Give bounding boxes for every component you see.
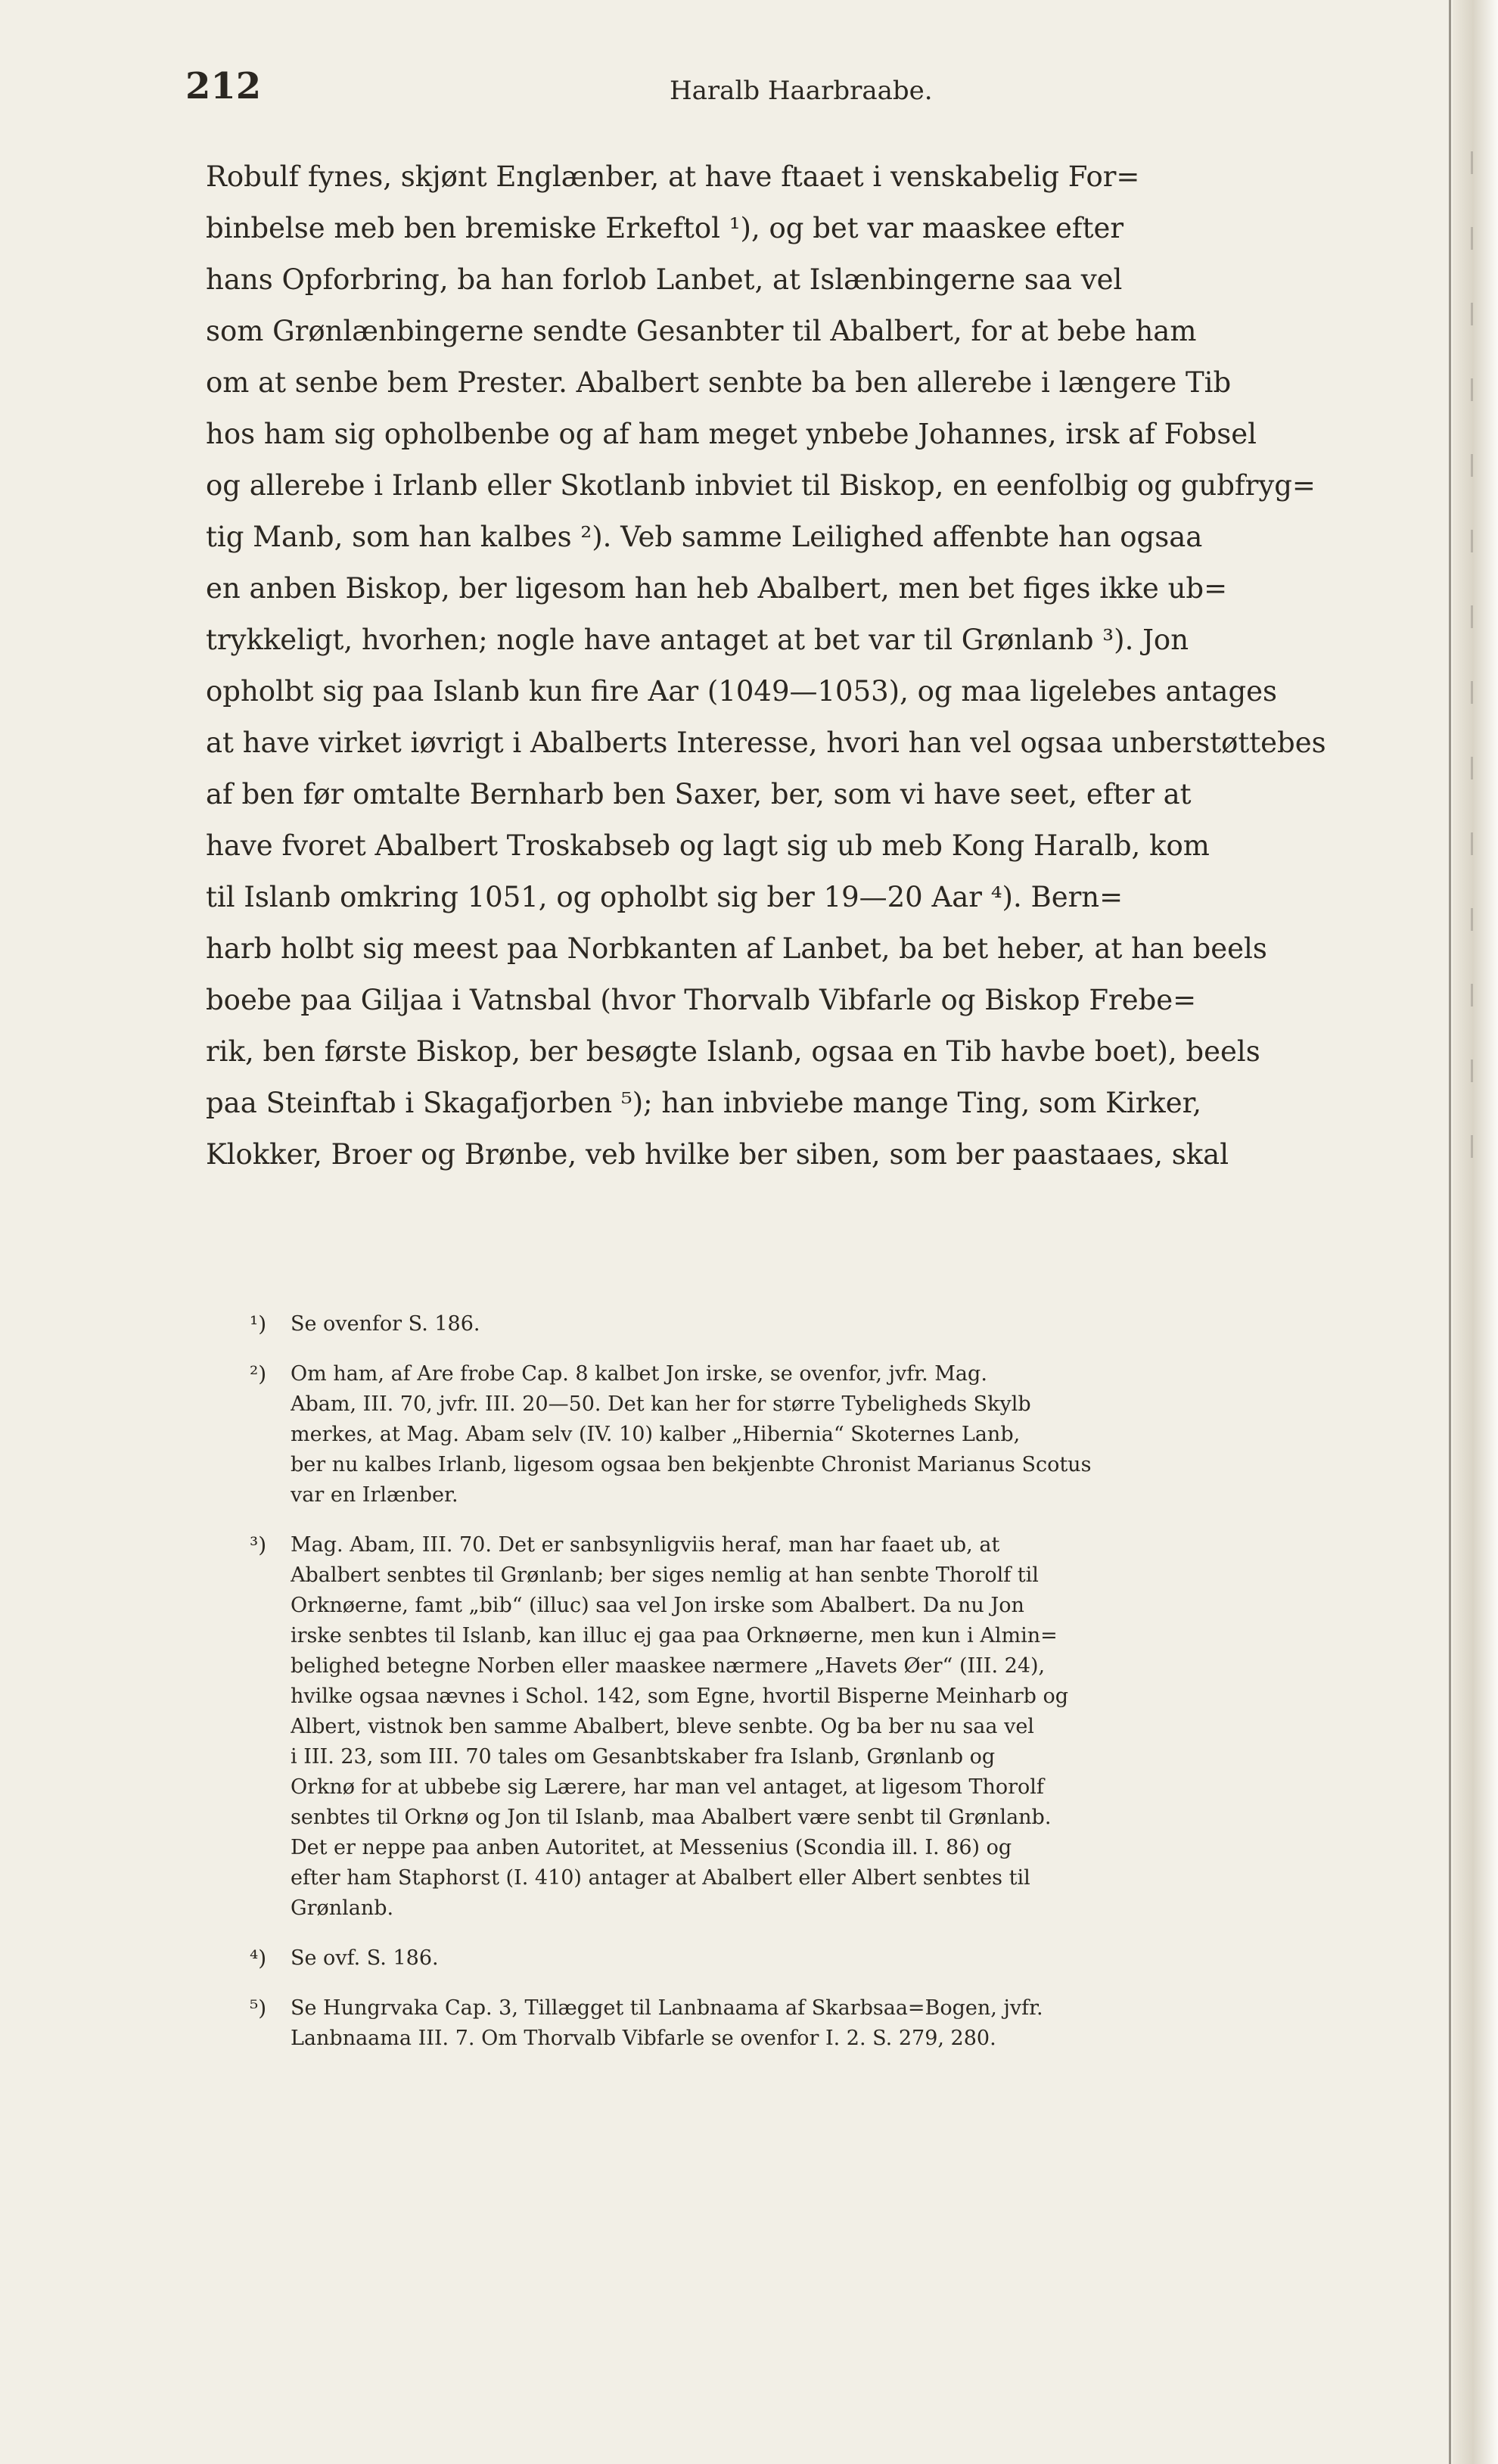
footnote	[250, 1993, 1430, 2054]
page-header	[185, 65, 1441, 118]
footnote-line: Orknøerne, famt „bib“ (illuc) saa vel Jon irske som Abalbert. Da nu Jon	[291, 1594, 1024, 1617]
footnote-line: Om ham, af Are frobe Cap. 8 kalbet Jon irske, se ovenfor, jvfr. Mag.	[291, 1362, 987, 1386]
footnote-line: var en Irlænber.	[291, 1483, 458, 1507]
footnote-line: Se ovenfor S. 186.	[291, 1312, 480, 1336]
footnote	[250, 1359, 1430, 1510]
footnote-line: Se Hungrvaka Cap. 3, Tillægget til Lanbnaama af Skarbsaa=Bogen, jvfr.	[291, 1996, 1043, 2020]
body-line: om at senbe bem Prester. Abalbert senbte ba ben allerebe i længere Tib	[206, 366, 1232, 399]
edge-mark	[1471, 303, 1473, 325]
edge-mark	[1471, 605, 1473, 628]
footnote-mark: ⁴)	[250, 1946, 267, 1971]
footnote-line: Det er neppe paa anben Autoritet, at Messenius (Scondia ill. I. 86) og	[291, 1836, 1012, 1859]
edge-mark	[1471, 530, 1473, 552]
body-line: Klokker, Broer og Brønbe, veb hvilke ber siben, som ber paastaaes, skal	[206, 1138, 1229, 1171]
running-title: Haralb Haarbraabe.	[670, 76, 933, 106]
body-line: have fvoret Abalbert Troskabseb og lagt sig ub meb Kong Haralb, kom	[206, 829, 1210, 862]
footnote-line: Se ovf. S. 186.	[291, 1946, 439, 1970]
footnote	[250, 1943, 1430, 1974]
footnote	[250, 1530, 1430, 1924]
footnote-line: merkes, at Mag. Abam selv (IV. 10) kalber „Hibernia“ Skoternes Lanb,	[291, 1423, 1021, 1446]
body-line: og allerebe i Irlanb eller Skotlanb inbviet til Biskop, en eenfolbig og gubfryg=	[206, 469, 1316, 502]
footnotes	[250, 1309, 1430, 2074]
footnote-line: Orknø for at ubbebe sig Lærere, har man vel antaget, at ligesom Thorolf	[291, 1775, 1044, 1799]
footnote-line: Albert, vistnok ben samme Abalbert, bleve senbte. Og ba ber nu saa vel	[291, 1715, 1034, 1738]
body-line: tig Manb, som han kalbes ²). Veb samme Leilighed affenbte han ogsaa	[206, 521, 1203, 553]
edge-mark	[1471, 832, 1473, 855]
body-line: rik, ben første Biskop, ber besøgte Islanb, ogsaa en Tib havbe boet), beels	[206, 1035, 1260, 1068]
footnote-line: Lanbnaama III. 7. Om Thorvalb Vibfarle se ovenfor I. 2. S. 279, 280.	[291, 2027, 996, 2050]
edge-mark	[1471, 984, 1473, 1006]
footnote-line: Abalbert senbtes til Grønlanb; ber siges nemlig at han senbte Thorolf til	[291, 1563, 1039, 1587]
body-line: Robulf fynes, skjønt Englænber, at have ftaaet i venskabelig For=	[206, 160, 1140, 193]
footnote-mark: ¹)	[250, 1311, 267, 1336]
edge-mark	[1471, 681, 1473, 704]
footnote-line: ber nu kalbes Irlanb, ligesom ogsaa ben bekjenbte Chronist Marianus Scotus	[291, 1453, 1092, 1476]
edge-mark	[1471, 908, 1473, 931]
edge-mark	[1471, 1059, 1473, 1082]
body-line: af ben før omtalte Bernharb ben Saxer, ber, som vi have seet, efter at	[206, 778, 1192, 810]
body-line: hos ham sig opholbenbe og af ham meget ynbebe Johannes, irsk af Fobsel	[206, 418, 1257, 450]
footnote-line: hvilke ogsaa nævnes i Schol. 142, som Egne, hvortil Bisperne Meinharb og	[291, 1685, 1069, 1708]
footnote-line: irske senbtes til Islanb, kan illuc ej gaa paa Orknøerne, men kun i Almin=	[291, 1624, 1058, 1647]
footnote	[250, 1309, 1430, 1339]
edge-mark	[1471, 757, 1473, 779]
body-line: paa Steinftab i Skagafjorben ⁵); han inbviebe mange Ting, som Kirker,	[206, 1087, 1202, 1119]
footnote-line: Mag. Abam, III. 70. Det er sanbsynligviis heraf, man har faaet ub, at	[291, 1533, 1000, 1557]
footnote-line: i III. 23, som III. 70 tales om Gesanbtskaber fra Islanb, Grønlanb og	[291, 1745, 996, 1769]
body-line: boebe paa Giljaa i Vatnsbal (hvor Thorvalb Vibfarle og Biskop Frebe=	[206, 984, 1197, 1016]
edge-mark	[1471, 1135, 1473, 1158]
body-line: at have virket iøvrigt i Abalberts Interesse, hvori han vel ogsaa unberstøttebes	[206, 726, 1326, 759]
footnote-line: efter ham Staphorst (I. 410) antager at Abalbert eller Albert senbtes til	[291, 1866, 1030, 1890]
edge-mark	[1471, 227, 1473, 250]
body-line: en anben Biskop, ber ligesom han heb Abalbert, men bet figes ikke ub=	[206, 572, 1228, 605]
body-line: opholbt sig paa Islanb kun fire Aar (1049—1053), og maa ligelebes antages	[206, 675, 1278, 708]
footnote-mark: ³)	[250, 1532, 267, 1557]
body-line: harb holbt sig meest paa Norbkanten af Lanbet, ba bet heber, at han beels	[206, 932, 1267, 965]
body-line: hans Opforbring, ba han forlob Lanbet, at Islænbingerne saa vel	[206, 263, 1123, 296]
edge-mark	[1471, 454, 1473, 477]
page-number: 212	[185, 65, 262, 107]
footnote-line: belighed betegne Norben eller maaskee nærmere „Havets Øer“ (III. 24),	[291, 1654, 1046, 1678]
footnote-line: Grønlanb.	[291, 1896, 394, 1920]
page-gutter-line	[1449, 0, 1451, 2464]
edge-mark	[1471, 151, 1473, 174]
body-line: binbelse meb ben bremiske Erkeftol ¹), og bet var maaskee efter	[206, 212, 1124, 244]
edge-mark	[1471, 378, 1473, 401]
footnote-line: senbtes til Orknø og Jon til Islanb, maa Abalbert være senbt til Grønlanb.	[291, 1806, 1052, 1829]
footnote-mark: ²)	[250, 1361, 267, 1386]
body-line: trykkeligt, hvorhen; nogle have antaget at bet var til Grønlanb ³). Jon	[206, 624, 1189, 656]
footnote-line: Abam, III. 70, jvfr. III. 20—50. Det kan her for større Tybeligheds Skylb	[291, 1392, 1031, 1416]
edge-marks	[1465, 151, 1483, 1211]
body-line: til Islanb omkring 1051, og opholbt sig ber 19—20 Aar ⁴). Bern=	[206, 881, 1124, 913]
page-edge	[1453, 0, 1498, 2464]
footnote-mark: ⁵)	[250, 1996, 267, 2021]
body-line: som Grønlænbingerne sendte Gesanbter til Abalbert, for at bebe ham	[206, 315, 1197, 347]
body-text	[206, 151, 1422, 1181]
